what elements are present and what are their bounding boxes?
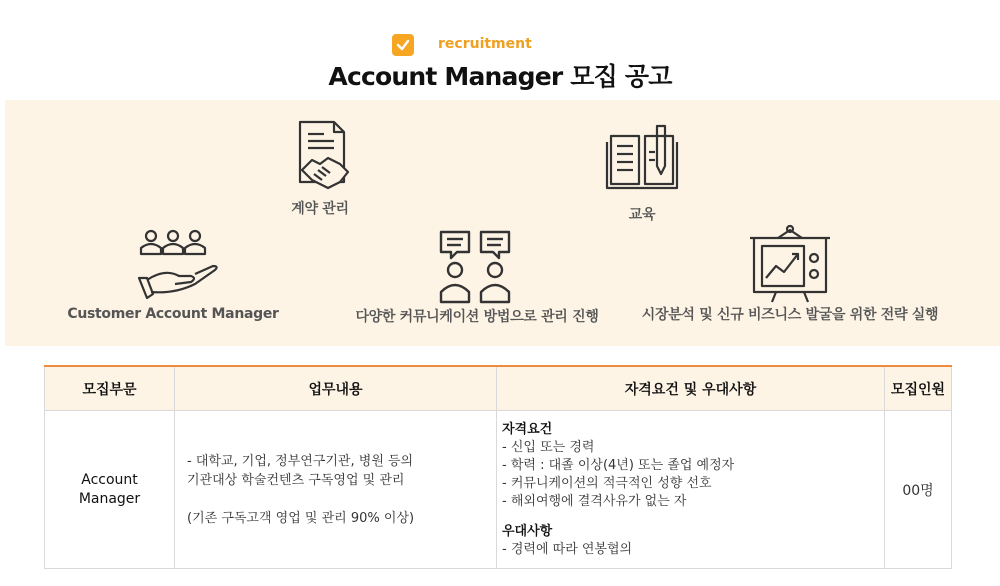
- headcount-cell: 00명: [885, 411, 952, 569]
- contract-handshake-icon: [288, 120, 358, 194]
- recruit-table: [44, 365, 951, 569]
- page-header: [0, 0, 1000, 100]
- header-department: 모집부문: [45, 366, 175, 411]
- feature-education: [600, 122, 684, 224]
- department-line: Manager: [78, 490, 141, 507]
- feature-strategy: [640, 224, 940, 324]
- qualification-item: - 커뮤니케이션의 적극적인 성향 선호: [502, 475, 712, 491]
- feature-label: 교육: [628, 207, 656, 223]
- people-hand-icon: [135, 228, 219, 300]
- department-cell: [45, 411, 175, 569]
- feature-customer: [67, 228, 282, 322]
- feature-label: Customer Account Manager: [67, 306, 279, 322]
- duty-line: 기관대상 학술컨텐츠 구독영업 및 관리: [187, 472, 405, 488]
- qualification-item: - 신입 또는 경력: [502, 439, 595, 455]
- preference-item: - 경력에 따라 연봉협의: [502, 541, 633, 557]
- header-duties: 업무내용: [175, 366, 497, 411]
- chat-people-icon: [437, 228, 517, 304]
- qualification-item: - 해외여행에 결격사유가 없는 자: [502, 493, 687, 509]
- qualification-title: 자격요건: [502, 421, 553, 437]
- section-tag: recruitment: [438, 36, 532, 52]
- checkbox-icon: [392, 34, 414, 56]
- table-header-row: [45, 366, 952, 411]
- duty-line: (기존 구독고객 영업 및 관리 90% 이상): [187, 510, 415, 526]
- header-qualifications: 자격요건 및 우대사항: [497, 366, 885, 411]
- header-headcount: 모집인원: [885, 366, 952, 411]
- feature-label: 계약 관리: [291, 201, 349, 217]
- presentation-chart-icon: [748, 224, 832, 304]
- page-title: Account Manager 모집 공고: [328, 62, 672, 91]
- feature-communication: [350, 228, 604, 326]
- book-pen-icon: [605, 122, 679, 190]
- table-row: [45, 411, 952, 569]
- department-line: Account: [81, 471, 138, 488]
- duty-line: - 대학교, 기업, 정부연구기관, 병원 등의: [187, 453, 414, 469]
- qualifications-cell: [497, 411, 885, 569]
- feature-label: 다양한 커뮤니케이션 방법으로 관리 진행: [355, 309, 599, 325]
- qualification-item: - 학력 : 대졸 이상(4년) 또는 졸업 예정자: [502, 457, 735, 473]
- feature-contract: [285, 120, 361, 218]
- preference-title: 우대사항: [502, 523, 553, 539]
- feature-label: 시장분석 및 신규 비즈니스 발굴을 위한 전략 실행: [641, 307, 939, 323]
- duties-cell: [175, 411, 497, 569]
